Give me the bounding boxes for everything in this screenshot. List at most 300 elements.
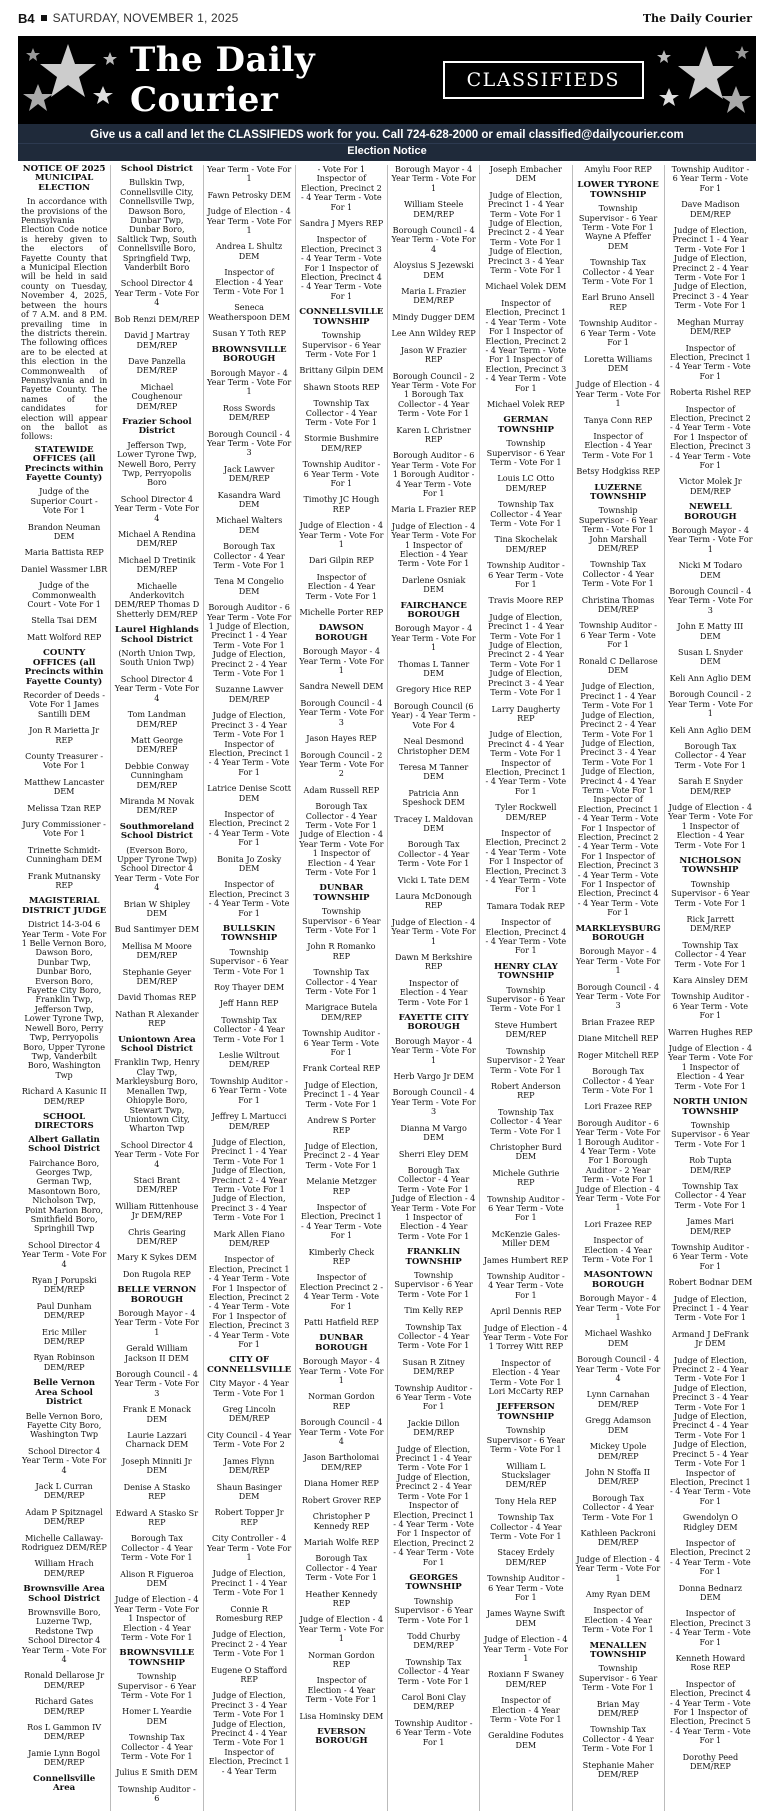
notice-entry: Dawn M Berkshire REP: [395, 952, 473, 972]
notice-entry: Kasandra Ward DEM: [217, 489, 281, 509]
notice-entry: Borough Council - 4 Year Term - Vote For 4: [391, 225, 476, 254]
notice-entry: Julius E Smith DEM: [116, 1767, 198, 1778]
notice-entry: Frank Corteal REP: [302, 1063, 381, 1074]
notice-entry: Staci Brant DEM/REP: [133, 1174, 181, 1195]
tagline-bar: Give us a call and let the CLASSIFIEDS work for you. Call 724-628-2000 or email classified@dailycourier.com: [18, 124, 756, 143]
notice-entry: Inspector of Election - 4 Year Term - Vote For 1: [398, 977, 470, 1007]
notice-entry: Dianna M Vargo DEM: [400, 1122, 467, 1143]
notice-entry: School Director 4 Year Term - Vote For 4: [114, 1139, 199, 1169]
notice-entry: Heather Kennedy REP: [305, 1588, 378, 1608]
notice-entry: Inspector of Election, Precinct 3 - 4 Year Term - Vote For 1: [208, 879, 290, 918]
notice-entry: Rob Tupta DEM/REP: [689, 1155, 732, 1175]
notice-entry: Richard A Kasunic II DEM/REP: [21, 1086, 107, 1106]
notice-entry: Inspector of Election, Precinct 2 - 4 Year Term - Vote For 1 Inspector of Election, Precinct 3 - 4 Year Term - Vote For 1: [485, 827, 567, 895]
notice-entry: Sarah E Snyder DEM/REP: [678, 776, 743, 796]
notice-entry: Inspector of Election - 4 Year Term - Vote For 1: [305, 571, 377, 601]
notice-entry: Inspector of Election, Precinct 1 - 4 Year Term - Vote For 1 Inspector of Election, Precinct 2 - 4 Year Term - Vote For 1 Inspector of Election, Precinct 3 - 4 Year Term - Vote For 1: [208, 1254, 290, 1350]
notice-entry: Michael Coughenour DEM/REP: [131, 381, 183, 411]
notice-entry: Marigrace Butela DEM/REP: [305, 1002, 378, 1022]
notice-entry: Township Auditor - 6 Year Term - Vote For 1: [302, 1028, 381, 1058]
notice-entry: Debbie Conway Cunningham DEM/REP: [124, 760, 189, 790]
section-heading: Frazier School District: [122, 416, 192, 437]
notice-entry: Inspector of Election, Precinct 1 - 4 Year Term - Vote For 1: [669, 342, 751, 381]
notice-entry: Brandon Neuman DEM: [27, 521, 101, 542]
notice-entry: William L Stuckslager DEM/REP: [501, 1460, 551, 1490]
issue-date: SATURDAY, NOVEMBER 1, 2025: [52, 11, 239, 25]
section-heading: Southmoreland School District: [119, 821, 195, 842]
notice-entry: Judge of Election, Precinct 1 - 4 Year Term - Vote For 1 Judge of Election, Precinct 2 - 4 Year Term - Vote For 1 Judge of Election, Precinct 3 - 4 Year Term - Vote For 1 Judge of Election, Precinct 4 - 4 Year Term - Vote For 1 Inspector of Election, Precinct 1 - 4 Year Term - Vote For 1 Inspector of Election, Precinct 2 - 4 Year Term - Vote For 1 Inspector of Election, Precinct 3 - 4 Year Term - Vote For 1 Inspector of Election, Precinct 4 - 4 Year Term - Vote For 1: [577, 681, 659, 918]
section-heading: NORTH UNION TOWNSHIP: [673, 1097, 748, 1117]
notice-entry: Mellisa M Moore DEM/REP: [121, 940, 192, 961]
notice-entry: James Humbert REP: [483, 1254, 569, 1265]
notice-entry: Denise A Stasko REP: [123, 1481, 191, 1502]
notice-entry: Judge of Election, Precinct 1 - 4 Year Term - Vote For 1: [211, 1568, 287, 1598]
notice-entry: Judge of Election, Precinct 3 - 4 Year Term - Vote For 1 Inspector of Election, Precinct 1 - 4 Year Term - Vote For 1: [208, 710, 290, 777]
notice-entry: Roger Mitchell REP: [577, 1049, 659, 1060]
notice-entry: Connie R Romesburg REP: [215, 1603, 283, 1623]
notice-entry: Keli Ann Aglio DEM: [669, 672, 752, 683]
notice-entry: Robert Anderson REP: [490, 1080, 561, 1101]
notice-column: [295, 165, 387, 1811]
notice-entry: Judge of Election, Precinct 1 - 4 Year Term - Vote For 1 Judge of Election, Precinct 2 - 4 Year Term - Vote For 1 Judge of Election, Precinct 3 - 4 Year Term - Vote For 1: [488, 611, 564, 698]
notice-entry: School Director 4 Year Term - Vote For 4: [114, 673, 199, 703]
notice-entry: Todd Churby DEM/REP: [407, 1630, 461, 1651]
notice-entry: Timothy JC Hough REP: [303, 494, 380, 514]
notice-entry: Borough Council - 2 Year Term - Vote For 2: [299, 749, 384, 779]
notice-entry: Franklin Twp, Henry Clay Twp, Markleysburg Boro, Menallen Twp, Ohiopyle Boro, Stewart Twp, Uniontown City, Wharton Twp: [114, 1057, 200, 1134]
notice-entry: Ronald Dellarose Jr DEM/REP: [24, 1670, 105, 1690]
notice-entry: Leslie Wiltrout DEM/REP: [218, 1050, 280, 1070]
notice-entry: Judge of Election - 4 Year Term - Vote For 1 Torrey Witt REP: [483, 1322, 568, 1352]
stars-right-icon: [644, 36, 756, 124]
section-heading: LOWER TYRONE TOWNSHIP: [577, 180, 659, 200]
section-heading: MAGISTERIAL DISTRICT JUDGE: [21, 896, 107, 916]
notice-entry: Township Supervisor - 6 Year Term - Vote For 1: [394, 1269, 473, 1299]
notice-entry: Judge of Election, Precinct 1 - 4 Year Term - Vote For 1 Judge of Election, Precinct 2 - 4 Year Term - Vote For 1 Judge of Election, Precinct 3 - 4 Year Term - Vote For 1: [211, 1136, 287, 1223]
notice-entry: Carol Boni Clay DEM/REP: [401, 1692, 466, 1712]
section-heading: BULLSKIN TOWNSHIP: [221, 924, 278, 944]
notice-entry: Inspector of Election - 4 Year Term - Vote For 1 Lori McCarty REP: [488, 1357, 564, 1397]
notice-entry: Daniel Wassmer LBR: [21, 563, 108, 574]
notice-entry: Borough Mayor - 4 Year Term - Vote For 1: [114, 1308, 199, 1337]
notice-entry: Jack Lawver DEM/REP: [223, 463, 275, 484]
notice-entry: Borough Mayor - 4 Year Term - Vote For 1: [299, 1356, 384, 1386]
notice-entry: Eric Miller DEM/REP: [42, 1326, 87, 1347]
section-heading: GEORGES TOWNSHIP: [405, 1572, 462, 1593]
notice-entry: Stormie Bushmire DEM/REP: [304, 433, 379, 453]
notice-entry: Lisa Hominsky DEM: [299, 1710, 384, 1721]
masthead: [130, 40, 644, 120]
notice-entry: Maria Battista REP: [24, 547, 104, 558]
notice-entry: Borough Council - 4 Year Term - Vote For 3: [668, 586, 753, 615]
notice-entry: Borough Council - 4 Year Term - Vote For 3: [576, 981, 661, 1011]
notice-entry: Township Auditor - 6 Year Term - Vote For 1: [394, 1382, 473, 1412]
notice-entry: Patti Hatfield REP: [304, 1317, 379, 1327]
notice-entry: Shaun Basinger DEM: [216, 1481, 282, 1501]
notice-entry: Armand J DeFrank Jr DEM: [672, 1328, 749, 1349]
notice-entry: Tim Kelly REP: [404, 1305, 463, 1316]
notice-entry: Judge of Election, Precinct 2 - 4 Year Term - Vote For 1 Judge of Election, Precinct 3 - 4 Year Term - Vote For 1 Judge of Election, Precinct 4 - 4 Year Term - Vote For 1 Judge of Election, Precinct 5 - 4 Year Term - Vote For 1 Inspector of Election, Precinct 1 - 4 Year Term - Vote For 1: [669, 1354, 751, 1506]
notice-entry: Jamie Lynn Bogol DEM/REP: [28, 1747, 101, 1768]
section-heading: Belle Vernon Area School District: [33, 1378, 96, 1408]
notice-entry: Township Tax Collector - 4 Year Term - Vote For 1: [582, 559, 654, 589]
notice-entry: Earl Bruno Ansell REP: [581, 292, 655, 312]
notice-entry: School Director 4 Year Term - Vote For 4: [114, 493, 199, 523]
notice-entry: Judge of Election, Precinct 1 - 4 Year Term - Vote For 1: [672, 1293, 749, 1323]
notice-entry: Inspector of Election - 4 Year Term - Vote For 1: [582, 1235, 654, 1264]
section-heading: GERMAN TOWNSHIP: [497, 415, 554, 435]
section-heading: BROWNSVILLE BOROUGH: [211, 344, 287, 365]
notice-entry: Chris Gearing DEM/REP: [128, 1226, 186, 1246]
notice-entry: Michaelle Anderkovitch DEM/REP Thomas D Shetterly DEM/REP: [114, 580, 200, 619]
notice-entry: Darlene Osniak DEM: [401, 574, 466, 595]
notice-entry: - Vote For 1 Inspector of Election, Precinct 2 - 4 Year Term - Vote For 1: [300, 164, 382, 212]
notice-entry: Nathan R Alexander REP: [115, 1008, 199, 1029]
notice-entry: Inspector of Election, Precinct 2 - 4 Year Term - Vote For 1: [208, 808, 290, 848]
notice-entry: Judge of Election, Precinct 1 - 4 Year Term - Vote For 1: [303, 1079, 380, 1109]
notice-entry: Judge of Election - 4 Year Term - Vote For 1: [576, 1553, 661, 1583]
notice-entry: Borough Council - 4 Year Term - Vote For 3: [207, 428, 292, 458]
notice-entry: Diana Homer REP: [303, 1478, 379, 1489]
notice-entry: Township Tax Collector - 4 Year Term - Vote For 1: [305, 967, 378, 997]
notice-entry: Michael Volek REP: [487, 398, 565, 409]
notice-entry: Susan R Zitney DEM/REP: [402, 1356, 465, 1377]
notice-entry: Greg Lincoln DEM/REP: [222, 1404, 276, 1424]
notice-entry: Judge of Election - 4 Year Term - Vote For 1: [576, 379, 661, 409]
notice-entry: Alison R Figueroa DEM: [120, 1568, 194, 1588]
notice-entry: County Treasurer - Vote For 1: [25, 750, 104, 771]
notice-entry: Borough Mayor - 4 Year Term - Vote For 1: [576, 946, 661, 976]
notice-entry: Township Supervisor - 2 Year Term - Vote For 1: [486, 1045, 566, 1075]
notice-entry: Township Tax Collector - 4 Year Term - Vote For 1: [397, 1656, 470, 1686]
notice-entry: Township Supervisor - 6 Year Term - Vote For 1: [671, 878, 750, 908]
notice-entry: Township Auditor - 6 Year Term - Vote For 1: [579, 620, 657, 650]
notice-entry: Don Rugola REP: [122, 1268, 191, 1279]
section-heading: NEWELL BOROUGH: [684, 502, 737, 522]
notice-entry: Lori Frazee REP: [584, 1218, 652, 1229]
section-heading: FAIRCHANCE BOROUGH: [400, 600, 467, 621]
notice-entry: Judge of Election, Precinct 4 - 4 Year Term - Vote For 1 Inspector of Election, Precinct 1 - 4 Year Term - Vote For 1: [485, 729, 567, 796]
notice-entry: Amy Ryan DEM: [585, 1588, 651, 1599]
notice-entry: Andrea L Shultz DEM: [215, 241, 283, 261]
notice-entry: Steve Humbert DEM/REP: [494, 1019, 558, 1040]
notice-entry: Stephanie Geyer DEM/REP: [122, 966, 192, 987]
notice-entry: Township Auditor - 6 Year Term - Vote For 1: [671, 991, 750, 1021]
notice-entry: Latrice Denise Scott DEM: [207, 783, 292, 803]
notice-entry: Loretta Williams DEM: [584, 353, 653, 373]
notice-entry: Nicki M Todaro DEM: [678, 560, 743, 580]
notice-entry: Gerald William Jackson II DEM: [124, 1343, 189, 1363]
notice-entry: Michael Walters DEM: [215, 515, 283, 535]
notice-entry: Jason W Frazier REP: [400, 344, 467, 365]
notice-entry: Tony Hela REP: [495, 1495, 557, 1506]
notice-entry: Brian W Shipley DEM: [123, 898, 191, 918]
notice-entry: Borough Council - 4 Year Term - Vote For 3: [391, 1087, 476, 1117]
section-heading: STATEWIDE OFFICES (all Precincts within Fayette County): [24, 444, 104, 483]
notice-entry: Township Auditor - 6 Year Term - Vote For 1: [487, 1573, 565, 1602]
notice-entry: Michael A Rendina DEM/REP: [118, 529, 196, 549]
notice-entry: Kimberly Check REP: [308, 1246, 375, 1266]
notice-entry: Inspector of Election, Precinct 1 - 4 Year Term - Vote For 1 Inspector of Election, Precinct 2 - 4 Year Term - Vote For 1 Inspector of Election, Precinct 3 - 4 Year Term - Vote For 1: [485, 297, 567, 393]
notice-entry: Tena M Congelio DEM: [214, 576, 284, 596]
notice-entry: Laurie Lazzari Charnack DEM: [125, 1430, 189, 1450]
notice-entry: Warren Hughes REP: [668, 1026, 753, 1037]
notice-entry: Borough Tax Collector - 4 Year Term - Vote For 1: [582, 1492, 654, 1522]
notice-entry: Borough Council - 4 Year Term - Vote For 3: [299, 697, 384, 727]
notice-entry: Tamara Todak REP: [486, 900, 565, 911]
notice-entry: Township Tax Collector - 4 Year Term - Vote For 1: [582, 1724, 654, 1754]
notice-entry: Township Auditor - 6 Year Term - Vote For 1: [302, 459, 381, 488]
notice-entry: Trinette Schmidt-Cunningham DEM: [26, 844, 103, 865]
notice-column: [572, 165, 664, 1811]
notice-entry: Ronald C Dellarose DEM: [578, 655, 658, 676]
notice-entry: Matt Wolford REP: [26, 631, 102, 642]
notice-entry: Township Auditor - 6 Year Term - Vote For 1: [671, 164, 750, 193]
notice-entry: Inspector of Election - 4 Year Term - Vote For 1: [305, 1675, 377, 1705]
notice-entry: David Thomas REP: [117, 992, 197, 1003]
notice-entry: Fairchance Boro, Georges Twp, German Twp, Masontown Boro, Nicholson Twp, Point Marion Boro, Smithfield Boro, Springhill Twp: [25, 1157, 104, 1234]
notice-entry: Jason Bartholomai DEM/REP: [303, 1452, 380, 1472]
section-heading: Uniontown Area School District: [118, 1034, 196, 1055]
notice-column: [479, 165, 571, 1811]
notice-entry: Teresa M Tanner DEM: [398, 761, 469, 782]
notice-entry: Township Supervisor - 6 Year Term - Vote For 1 Wayne A Pfeffer DEM: [578, 203, 658, 251]
notice-entry: Township Auditor - 6 Year Term - Vote For 1: [394, 1717, 473, 1747]
notice-entry: Meghan Murray DEM/REP: [677, 316, 744, 337]
notice-entry: Tyler Rockwell DEM/REP: [495, 802, 557, 822]
notice-entry: Inspector of Election - 4 Year Term - Vote For 1: [582, 1605, 654, 1635]
notice-paragraph: In accordance with the provisions of the Pennsylvania Election Code notice is hereby given to the electors of Fayette County that a Municipal Election will be held in said county on Tuesday, November 4, 2025, between the hours of 7 A.M. and 8 P.M. prevailing time in the districts therein. The following offices are to be elected at this election in the Commonwealth of Pennsylvania and in Fayette County. The names of the candidates for election will appear on the ballot as follows:: [21, 196, 108, 442]
notice-entry: Paul Dunham DEM/REP: [36, 1300, 92, 1321]
notice-entry: April Dennis REP: [490, 1306, 562, 1317]
notice-entry: Matt George DEM/REP: [130, 734, 183, 755]
notice-entry: Sandra Newell DEM: [299, 681, 384, 692]
notice-entry: Township Tax Collector - 4 Year Term - Vote For 1: [674, 1180, 747, 1210]
section-heading: NICHOLSON TOWNSHIP: [679, 855, 742, 876]
notice-title: Election Notice: [18, 143, 756, 161]
notice-entry: Mickey Upole DEM/REP: [589, 1441, 647, 1461]
notice-entry: Inspector of Election, Precinct 4 - 4 Year Term - Vote For 1 Inspector of Election, Precinct 5 - 4 Year Term - Vote For 1: [669, 1678, 751, 1746]
notice-entry: Susan L Snyder DEM: [678, 647, 743, 667]
notice-entry: Michael D Tretinik DEM/REP: [118, 554, 196, 575]
notice-entry: Dari Gilpin REP: [308, 555, 374, 566]
notice-entry: Tracey L Maldovan DEM: [394, 813, 474, 833]
notice-entry: Bullskin Twp, Connellsville City, Connellsville Twp, Dawson Boro, Dunbar Twp, Dunbar Boro, Saltlick Twp, South Connellsville Boro, Springfield Twp, Vanderbilt Boro: [116, 177, 197, 273]
notice-entry: Township Tax Collector - 4 Year Term - Vote For 1: [490, 1512, 562, 1541]
notice-entry: Robert Bodnar DEM: [668, 1277, 753, 1288]
notice-entry: Mary K Sykes DEM: [116, 1252, 197, 1263]
notice-entry: Township Tax Collector - 4 Year Term - Vote For 1: [213, 1014, 285, 1044]
notice-entry: Louis LC Otto DEM/REP: [497, 473, 555, 493]
notice-entry: Melanie Metzger REP: [306, 1176, 377, 1196]
notice-entry: Borough Council - 4 Year Term - Vote For 3: [114, 1369, 199, 1398]
notice-entry: Judge of Election, Precinct 3 - 4 Year Term - Vote For 1 Judge of Election, Precinct 4 - 4 Year Term - Vote For 1 Inspector of Election, Precinct 1 - 4 Year Term: [208, 1690, 290, 1776]
notice-entry: Belle Vernon Boro, Fayette City Boro, Washington Twp: [25, 1410, 103, 1440]
notice-entry: Township Tax Collector - 4 Year Term - Vote For 1: [305, 398, 378, 427]
section-heading: EVERSON BOROUGH: [315, 1727, 368, 1747]
notice-entry: Inspector of Election - 4 Year Term - Vote For 1: [213, 267, 285, 297]
notice-entry: Keli Ann Aglio DEM: [669, 724, 752, 735]
notice-entry: Borough Mayor - 4 Year Term - Vote For 1: [668, 525, 753, 554]
notice-column: [18, 165, 110, 1811]
notice-entry: James Mari DEM/REP: [686, 1216, 734, 1236]
notice-entry: Township Auditor - 6 Year Term - Vote For 1: [579, 318, 657, 348]
section-heading: DUNBAR TOWNSHIP: [313, 883, 370, 903]
notice-entry: Shawn Stoots REP: [303, 381, 380, 392]
notice-entry: Judge of Election, Precinct 2 - 4 Year Term - Vote For 1: [303, 1140, 380, 1170]
notice-entry: Judge of Election, Precinct 1 - 4 Year Term - Vote For 1 Judge of Election, Precinct 2 - 4 Year Term - Vote For 1 Judge of Election, Precinct 3 - 4 Year Term - Vote For 1: [672, 225, 749, 311]
notice-entry: Dorothy Peed DEM/REP: [682, 1751, 739, 1772]
notice-entry: Herb Vargo Jr DEM: [393, 1071, 474, 1082]
notice-entry: Jon R Marietta Jr REP: [29, 725, 100, 745]
notice-entry: Borough Council (6 Year) - 4 Year Term - Vote For 4: [391, 700, 476, 730]
notice-entry: Judge of Election - 4 Year Term - Vote For 1 Inspector of Election - 4 Year Term - Vote For 1: [391, 520, 476, 569]
notice-entry: Inspector of Election, Precinct 3 - 4 Year Term - Vote For 1: [669, 1608, 751, 1647]
notice-entry: Robert Grover REP: [301, 1494, 381, 1505]
section-heading: BELLE VERNON BOROUGH: [117, 1285, 197, 1305]
notice-entry: Inspector of Election - 4 Year Term - Vote For 1: [490, 1695, 562, 1725]
notice-entry: City Controller - 4 Year Term - Vote For 1: [207, 1533, 292, 1562]
notice-entry: Seneca Weatherspoon DEM: [208, 302, 291, 322]
notice-entry: Michele Guthrie REP: [492, 1167, 560, 1188]
notice-entry: Vicki L Tate DEM: [397, 874, 470, 885]
notice-entry: Borough Mayor - 4 Year Term - Vote For 1: [391, 1035, 476, 1065]
notice-entry: Stacey Erdely DEM/REP: [497, 1547, 555, 1567]
notice-entry: Township Supervisor - 6 Year Term - Vote For 1: [578, 1663, 658, 1693]
notice-entry: Joseph Embacher DEM: [489, 164, 562, 184]
section-heading: FRANKLIN TOWNSHIP: [405, 1247, 462, 1267]
notice-entry: Susan Y Toth REP: [212, 328, 286, 339]
notice-entry: Michael Volek DEM: [485, 281, 567, 292]
notice-entry: Fawn Petrosky DEM: [207, 189, 291, 200]
notice-entry: Judge of Election, Precinct 1 - 4 Year Term - Vote For 1 Judge of Election, Precinct 2 - 4 Year Term - Vote For 1 Judge of Election, Precinct 3 - 4 Year Term - Vote For 1: [488, 189, 564, 276]
notice-entry: McKenzie Gales-Miller DEM: [491, 1228, 561, 1249]
notice-entry: Inspector of Election, Precinct 2 - 4 Year Term - Vote For 1 Inspector of Election, Precinct 3 - 4 Year Term - Vote For 1: [669, 403, 751, 470]
notice-entry: Borough Tax Collector - 4 Year Term - Vote For 1: [305, 1553, 378, 1583]
notice-entry: Judge of the Commonwealth Court - Vote For 1: [27, 580, 101, 610]
notice-entry: Tom Landman DEM/REP: [127, 709, 186, 729]
notice-entry: Dave Panzella DEM/REP: [128, 355, 186, 376]
notice-entry: Aloysius S Jezewski DEM: [393, 260, 474, 280]
notice-entry: Norman Gordon REP: [308, 1649, 375, 1669]
notice-entry: Township Supervisor - 6 Year Term - Vote For 1: [671, 1119, 750, 1149]
notice-entry: Township Auditor - 6: [118, 1783, 196, 1804]
notice-entry: Miranda M Novak DEM/REP: [119, 795, 195, 816]
notice-entry: Borough Mayor - 4 Year Term - Vote For 1: [391, 164, 476, 193]
notice-entry: Borough Tax Collector - 4 Year Term - Vote For 1: [674, 740, 747, 770]
notice-entry: Michael Washko DEM: [584, 1328, 652, 1348]
section-heading: FAYETTE CITY BOROUGH: [398, 1013, 469, 1033]
notice-entry: Ross Swords DEM/REP: [222, 402, 276, 423]
notice-column: [203, 165, 295, 1811]
notice-entry: Inspector of Election, Precinct 3 - 4 Year Term - Vote For 1 Inspector of Election, Precinct 4 - 4 Year Term - Vote For 1: [300, 234, 382, 301]
notice-entry: Jeffrey L Martucci DEM/REP: [211, 1111, 287, 1131]
notice-entry: Gregory Hice REP: [396, 684, 472, 695]
notice-entry: Karen L Christner REP: [396, 424, 471, 444]
notice-entry: Christopher P Kennedy REP: [312, 1511, 370, 1531]
notice-entry: Brittany Gilpin DEM: [299, 365, 384, 376]
notice-entry: Larry Daugherty REP: [491, 703, 561, 723]
notice-entry: James Wayne Swift DEM: [486, 1608, 565, 1628]
notice-entry: Township Supervisor - 6 Year Term - Vote For 1 John Marshall DEM/REP: [578, 505, 658, 553]
notice-entry: Brian May DEM/REP: [596, 1698, 640, 1719]
notice-entry: Judge of Election - 4 Year Term - Vote For 1: [391, 916, 476, 946]
notice-entry: Amylu Foor REP: [584, 164, 652, 174]
notice-entry: Township Auditor - 6 Year Term - Vote For 1: [487, 560, 565, 590]
section-heading: Laurel Highlands School District: [115, 625, 199, 645]
notice-entry: Township Supervisor - 6 Year Term - Vote For 1: [302, 330, 381, 359]
notice-entry: City Council - 4 Year Term - Vote For 2: [207, 1429, 292, 1450]
notice-entry: Laura McDonough REP: [395, 890, 472, 911]
notice-entry: Township Auditor - 6 Year Term - Vote For 1: [210, 1075, 288, 1105]
notice-entry: Judge of Election - 4 Year Term - Vote For 1: [483, 1634, 568, 1663]
section-heading: COUNTY OFFICES (all Precincts within Fayette County): [24, 648, 104, 687]
notice-entry: Frank E Monack DEM: [122, 1404, 191, 1424]
section-heading: CITY OF CONNELLSVILLE: [207, 1355, 292, 1375]
notice-entry: Adam Russell REP: [303, 784, 380, 795]
notice-entry: Norman Gordon REP: [308, 1391, 375, 1411]
notice-entry: Borough Mayor - 4 Year Term - Vote For 1: [207, 367, 292, 397]
notice-entry: Inspector of Election Precinct 2 - 4 Year Term - Vote For 1: [299, 1272, 384, 1311]
notice-entry: Adam P Spitznagel DEM/REP: [25, 1506, 103, 1527]
notice-entry: Donna Bednarz DEM: [678, 1582, 743, 1602]
section-heading: DUNBAR BOROUGH: [315, 1333, 368, 1353]
notice-entry: Tina Skochelak DEM/REP: [494, 534, 558, 554]
notice-entry: Eugene O Stafford REP: [211, 1664, 288, 1684]
notice-entry: Borough Tax Collector - 4 Year Term - Vote For 1: [582, 1066, 654, 1095]
notice-entry: City Mayor - 4 Year Term - Vote For 1: [209, 1378, 289, 1398]
page-header: [0, 0, 774, 36]
notice-entry: Township Tax Collector - 4 Year Term - Vote For 1: [490, 1106, 562, 1136]
notice-entry: Patricia Ann Speshock DEM: [402, 787, 465, 808]
notice-entry: Township Supervisor - 6 Year Term - Vote For 1: [209, 946, 289, 976]
section-heading: JEFFERSON TOWNSHIP: [496, 1402, 555, 1422]
section-heading: NOTICE OF 2025 MUNICIPAL ELECTION: [22, 164, 106, 193]
notice-entry: Ryan J Porupski DEM/REP: [31, 1275, 97, 1295]
notice-entry: John R Romanko REP: [307, 941, 376, 961]
notice-entry: Township Tax Collector - 4 Year Term - Vote For 1: [490, 499, 562, 528]
notice-entry: Judge of Election - 4 Year Term - Vote For 1 Inspector of Election - 4 Year Term - Vote For 1: [668, 801, 753, 850]
section-heading: SCHOOL DIRECTORS: [34, 1111, 94, 1132]
notice-entry: Travis Moore REP: [488, 595, 564, 606]
notice-entry: Township Supervisor - 6 Year Term - Vote For 1: [486, 984, 566, 1014]
notice-entry: Dave Madison DEM/REP: [681, 199, 740, 219]
notice-entry: Judge of Election, Precinct 1 - 4 Year Term - Vote For 1 Judge of Election, Precinct 2 - 4 Year Term - Vote For 1 Inspector of Election, Precinct 1 - 4 Year Term - Vote For 1 Inspector of Election, Precinct 2 - 4 Year Term - Vote For 1: [393, 1443, 475, 1567]
notice-entry: Borough Council - 4 Year Term - Vote For 4: [299, 1417, 384, 1447]
section-heading: CONNELLSVILLE TOWNSHIP: [299, 307, 384, 327]
notice-entry: Mark Allen Fiano DEM/REP: [213, 1228, 285, 1248]
notice-entry: Matthew Lancaster DEM: [24, 776, 105, 797]
notice-entry: Stella Tsai DEM: [31, 615, 98, 626]
notice-entry: Borough Auditor - 6 Year Term - Vote For 1 Borough Auditor - 4 Year Term - Vote For 1: [391, 450, 476, 498]
notice-entry: Michelle Porter REP: [299, 607, 384, 618]
notice-column: [110, 165, 202, 1811]
notice-entry: Frank Mutnansky REP: [27, 870, 101, 890]
notice-entry: District 14-3-04 6 Year Term - Vote For 1 Belle Vernon Boro, Dawson Boro, Dunbar Twp, Dunbar Boro, Everson Boro, Fayette City Boro, Franklin Twp, Jefferson Twp, Lower Tyrone Twp, Newell Boro, Perry Twp, Perryopolis Boro, Upper Tyrone Twp, Vanderbilt Boro, Washington Twp: [21, 919, 107, 1080]
notice-entry: Year Term - Vote For 1: [207, 164, 292, 184]
notice-entry: Michelle Callaway-Rodriguez DEM/REP: [21, 1532, 107, 1552]
notice-entry: Jeff Hann REP: [219, 998, 279, 1009]
section-heading: MARKLEYSBURG BOROUGH: [575, 923, 661, 944]
notice-entry: Judge of Election - 4 Year Term - Vote For 1 Inspector of Election - 4 Year Term - Vote For 1: [114, 1594, 199, 1642]
notice-entry: Township Tax Collector - 4 Year Term - Vote For 1: [121, 1732, 193, 1762]
notice-entry: Jackie Dillon DEM/REP: [407, 1417, 460, 1438]
notice-entry: Lee Ann Wildey REP: [391, 328, 476, 339]
notice-entry: Richard Gates DEM/REP: [34, 1696, 94, 1716]
section-heading: MENALLEN TOWNSHIP: [589, 1640, 647, 1660]
notice-entry: Township Supervisor - 6 Year Term - Vote For 1: [486, 1425, 566, 1455]
notice-entry: Victor Molek Jr DEM/REP: [679, 476, 742, 496]
